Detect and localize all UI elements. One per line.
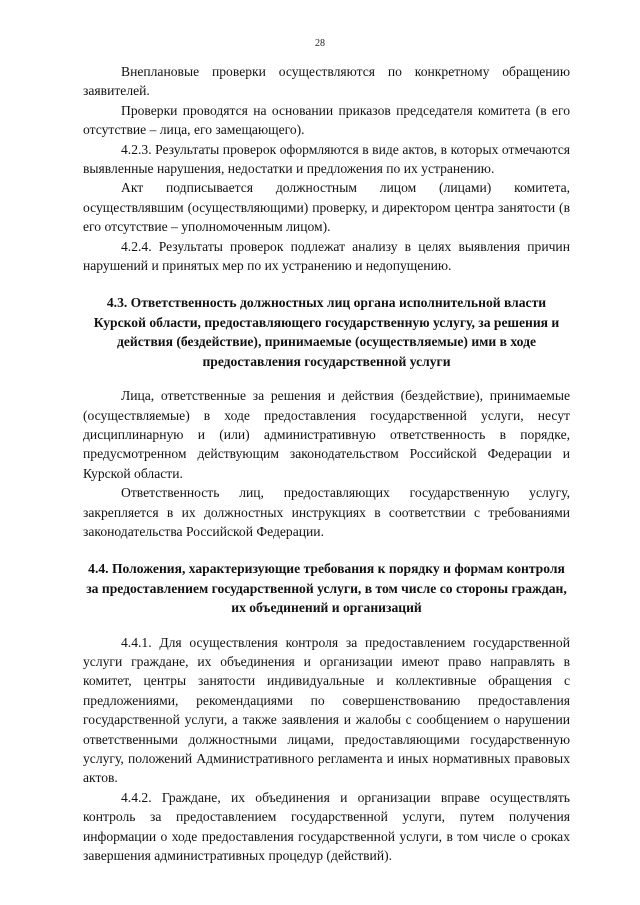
paragraph-4-2-3: 4.2.3. Результаты проверок оформляются в виде актов, в которых отмечаются выявленные нарушения, недостатки и предложения по их устранению. <box>83 141 570 177</box>
page-number: 28 <box>315 38 325 49</box>
paragraph-inspection-orders: Проверки проводятся на основании приказов председателя комитета (в его отсутствие – лица, его замещающего). <box>83 102 570 138</box>
section-heading-4-4: 4.4. Положения, характеризующие требования к порядку и формам контроля за предоставлением государственной услуги, в том числе со стороны граждан, их объединений и организаций <box>86 561 567 616</box>
paragraph-act-signing: Акт подписывается должностным лицом (лицами) комитета, осуществлявшим (осуществляющими) проверку, и директором центра занятости (в его отсутствие – уполномоченным лицом). <box>83 180 570 235</box>
paragraph-4-3-liability: Лица, ответственные за решения и действия (бездействие), принимаемые (осуществляемые) в ходе предоставления государственной услуги, несут дисциплинарную и (или) административную ответственность в порядке, предусмотренном действующим законодательством Российской Федерации и Курской области. <box>83 388 570 481</box>
page-body <box>83 62 570 865</box>
paragraph-4-4-1: 4.4.1. Для осуществления контроля за предоставлением государственной услуги граждане, их объединения и организации имеют право направлять в комитет, центры занятости индивидуальные и коллективные обращения с предложениями, рекомендациями по совершенствованию предоставления государственной услуги, а также заявления и жалобы с сообщением о нарушении ответственными должностными лицами, предоставляющими государственную услугу, положений Административного регламента и иных нормативных правовых актов. <box>83 634 570 786</box>
paragraph-4-4-2: 4.4.2. Граждане, их объединения и организации вправе осуществлять контроль за предоставлением государственной услуги, путем получения информации о ходе предоставления государственной услуги, в том числе о сроках завершения административных процедур (действий). <box>83 789 570 864</box>
paragraph-unscheduled-inspections: Внеплановые проверки осуществляются по конкретному обращению заявителей. <box>83 64 570 99</box>
paragraph-4-3-job-instructions: Ответственность лиц, предоставляющих государственную услугу, закрепляется в их должностных инструкциях в соответствии с требованиями законодательства Российской Федерации. <box>83 485 570 539</box>
paragraph-4-2-4: 4.2.4. Результаты проверок подлежат анализу в целях выявления причин нарушений и принятых мер по их устранению и недопущению. <box>83 238 570 274</box>
section-heading-4-3: 4.3. Ответственность должностных лиц органа исполнительной власти Курской области, предоставляющего государственную услугу, за решения и действия (бездействие), принимаемые (осуществляемые) ими в ходе предоставления государственной услуги <box>93 295 560 369</box>
